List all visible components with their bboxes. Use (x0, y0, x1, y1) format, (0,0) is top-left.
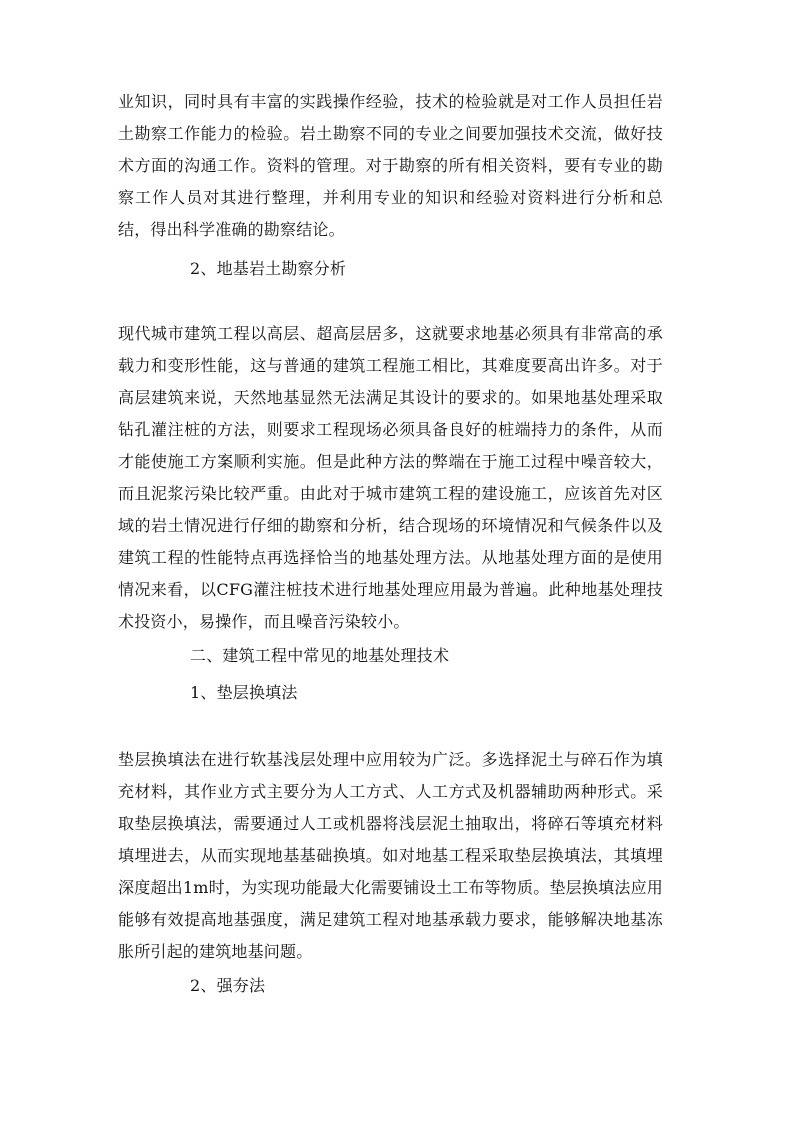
heading-foundation-survey-analysis: 2、地基岩土勘察分析 (190, 259, 347, 278)
heading-dynamic-compaction: 2、强夯法 (190, 976, 266, 995)
paragraph-survey-management: 业知识，同时具有丰富的实践操作经验，技术的检验就是对工作人员担任岩土勘察工作能力的检验。岩土勘察不同的专业之间要加强技术交流，做好技术方面的沟通工作。资料的管理。对于勘察的所有相关资料，要有专业的勘察工作人员对其进行整理，并利用专业的知识和经验对资料进行分析和总结，得出科学准确的勘察结论。 (118, 92, 663, 239)
paragraph-foundation-analysis: 现代城市建筑工程以高层、超高层居多，这就要求地基必须具有非常高的承载力和变形性能，这与普通的建筑工程施工相比，其难度要高出许多。对于高层建筑来说，天然地基显然无法满足其设计的要求的。如果地基处理采取钻孔灌注桩的方法，则要求工程现场必须具备良好的桩端持力的条件，从而才能使施工方案顺利实施。但是此种方法的弊端在于施工过程中噪音较大，而且泥浆污染比较严重。由此对于城市建筑工程的建设施工，应该首先对区域的岩土情况进行仔细的勘察和分析，结合现场的环境情况和气候条件以及建筑工程的性能特点再选择恰当的地基处理方法。从地基处理方面的是使用情况来看，以CFG灌注桩技术进行地基处理应用最为普遍。此种地基处理技术投资小，易操作，而且噪音污染较小。 (118, 324, 663, 631)
heading-cushion-replacement: 1、垫层换填法 (190, 683, 298, 702)
paragraph-cushion-replacement: 垫层换填法在进行软基浅层处理中应用较为广泛。多选择泥土与碎石作为填充材料，其作业方式主要分为人工方式、人工方式及机器辅助两种形式。采取垫层换填法，需要通过人工或机器将浅层泥土抽取出，将碎石等填充材料填埋进去，从而实现地基基础换填。如对地基工程采取垫层换填法，其填埋深度超出1m时，为实现功能最大化需要铺设土工布等物质。垫层换填法应用能够有效提高地基强度，满足建筑工程对地基承载力要求，能够解决地基冻胀所引起的建筑地基问题。 (118, 750, 663, 961)
heading-common-techniques: 二、建筑工程中常见的地基处理技术 (190, 646, 450, 665)
